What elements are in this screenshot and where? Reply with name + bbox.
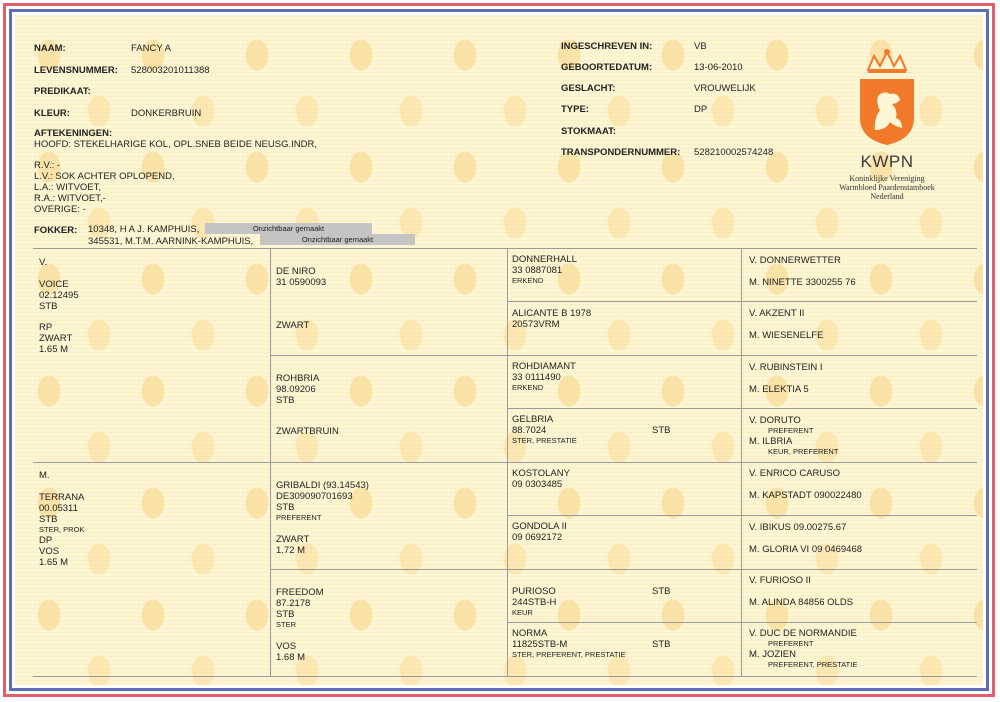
grid-line <box>507 408 977 409</box>
dam-predicate: STER, PROK <box>39 525 85 534</box>
sd-color: ZWARTBRUIN <box>276 426 339 437</box>
aftekening-overige: OVERIGE: - <box>34 204 86 215</box>
g4-sire: V. AKZENT II <box>749 308 805 319</box>
g3-predicate: KEUR <box>512 608 533 617</box>
dd-predicate: STER <box>276 620 297 629</box>
dam-tag: M. <box>39 470 50 481</box>
kwpn-title: KWPN <box>860 152 914 171</box>
sire-color: ZWART <box>39 333 73 344</box>
ingeschreven-label: INGESCHREVEN IN: <box>561 41 653 52</box>
g4-sire: V. FURIOSO II <box>749 575 811 586</box>
dd-book: STB <box>276 609 295 620</box>
g4-dam-predicate: KEUR, PREFERENT <box>768 447 839 456</box>
g3-book: STB <box>652 425 671 436</box>
g3-predicate: STER, PREFERENT, PRESTATIE <box>512 650 626 659</box>
kwpn-subtitle-3: Nederland <box>870 192 904 201</box>
g3-predicate: ERKEND <box>512 276 544 285</box>
ds-color: ZWART <box>276 534 310 545</box>
g3-name: KOSTOLANY <box>512 468 570 479</box>
ds-book: STB <box>276 502 295 513</box>
fokker-label: FOKKER: <box>34 225 78 236</box>
sd-number: 98.09206 <box>276 384 316 395</box>
aftekening-lv: L.V.: SOK ACHTER OPLOPEND, <box>34 171 175 182</box>
fokker-1: 10348, H A J. KAMPHUIS, <box>88 224 200 235</box>
grid-line <box>33 248 977 249</box>
kleur-label: KLEUR: <box>34 108 70 119</box>
g4-dam: M. WIESENELFE <box>749 330 824 341</box>
kwpn-subtitle-1: Koninklijke Vereniging <box>849 174 925 183</box>
ds-name: GRIBALDI (93.14543) <box>276 480 369 491</box>
g4-dam-predicate: PREFERENT, PRESTATIE <box>768 660 858 669</box>
ds-predicate: PREFERENT <box>276 513 322 522</box>
aftekeningen-label: AFTEKENINGEN: <box>34 128 113 139</box>
g3-name: GELBRIA <box>512 414 554 425</box>
g3-number: 88.7024 <box>512 425 547 436</box>
geslacht-label: GESLACHT: <box>561 83 616 94</box>
g4-sire: V. ENRICO CARUSO <box>749 468 840 479</box>
grid-line <box>507 515 977 516</box>
dd-number: 87.2178 <box>276 598 311 609</box>
g3-number: 33 0111490 <box>512 372 561 383</box>
grid-line <box>507 301 977 302</box>
g3-name: DONNERHALL <box>512 254 577 265</box>
levensnummer-label: LEVENSNUMMER: <box>34 65 118 76</box>
dd-name: FREEDOM <box>276 587 324 598</box>
dam-number: 00.05311 <box>39 503 78 514</box>
hidden-field-2: Onzichtbaar gemaakt <box>260 234 415 245</box>
aftekening-hoofd: HOOFD: STEKELHARIGE KOL, OPL.SNEB BEIDE NEUSG.INDR, <box>34 139 317 150</box>
ss-name: DE NIRO <box>276 266 316 277</box>
type-value: DP <box>694 104 708 115</box>
g3-book: STB <box>652 639 671 650</box>
aftekening-rv: R.V.: - <box>34 160 61 171</box>
aftekening-la: L.A.: WITVOET, <box>34 182 102 193</box>
grid-line <box>507 622 977 623</box>
geboortedatum-label: GEBOORTEDATUM: <box>561 62 653 73</box>
g3-name: ALICANTE B 1978 <box>512 308 592 319</box>
dam-name: TERRANA <box>39 492 85 503</box>
g3-book: STB <box>652 586 671 597</box>
sire-number: 02.12495 <box>39 290 79 301</box>
naam-label: NAAM: <box>34 43 66 54</box>
g4-sire: V. DUC DE NORMANDIE <box>749 628 857 639</box>
g3-predicate: STER, PRESTATIE <box>512 436 577 445</box>
g3-number: 09 0692172 <box>512 532 563 543</box>
dam-height: 1.65 M <box>39 557 69 568</box>
g4-dam: M. ILBRIA <box>749 436 793 447</box>
grid-line <box>270 355 977 356</box>
g4-sire-predicate: PREFERENT <box>768 639 814 648</box>
g3-number: 244STB-H <box>512 597 557 608</box>
g4-sire-predicate: PREFERENT <box>768 426 814 435</box>
aftekening-ra: R.A.: WITVOET,- <box>34 193 106 204</box>
g4-dam: M. JOZIEN <box>749 649 796 660</box>
ss-color: ZWART <box>276 320 310 331</box>
sire-name: VOICE <box>39 279 69 290</box>
g4-sire: V. DONNERWETTER <box>749 255 841 266</box>
sire-tag: V. <box>39 257 48 268</box>
stokmaat-label: STOKMAAT: <box>561 126 617 137</box>
dd-color: VOS <box>276 641 297 652</box>
g3-number: 33 0887081 <box>512 265 563 276</box>
sire-type: RP <box>39 322 53 333</box>
ds-height: 1.72 M <box>276 545 306 556</box>
g4-dam: M. ALINDA 84856 OLDS <box>749 597 854 608</box>
dam-type: DP <box>39 535 53 546</box>
sire-book: STB <box>39 301 58 312</box>
grid-line <box>33 676 977 677</box>
g3-number: 20573VRM <box>512 319 560 330</box>
g4-sire: V. DORUTO <box>749 415 801 426</box>
naam-value: FANCY A <box>131 43 171 54</box>
g4-dam: M. NINETTE 3300255 76 <box>749 277 856 288</box>
predikaat-label: PREDIKAAT: <box>34 86 91 97</box>
geslacht-value: VROUWELIJK <box>694 83 756 94</box>
g3-predicate: ERKEND <box>512 383 544 392</box>
sd-name: ROHBRIA <box>276 373 320 384</box>
g3-number: 11825STB-M <box>512 639 568 650</box>
type-label: TYPE: <box>561 104 589 115</box>
g3-name: NORMA <box>512 628 548 639</box>
dd-height: 1.68 M <box>276 652 306 663</box>
g4-dam: M. KAPSTADT 090022480 <box>749 490 862 501</box>
g3-name: PURIOSO <box>512 586 556 597</box>
dam-color: VOS <box>39 546 60 557</box>
transponder-label: TRANSPONDERNUMMER: <box>561 147 681 158</box>
dam-book: STB <box>39 514 58 525</box>
ss-number: 31 0590093 <box>276 277 327 288</box>
ingeschreven-value: VB <box>694 41 707 52</box>
transponder-value: 528210002574248 <box>694 147 774 158</box>
g4-dam: M. ELEKTIA 5 <box>749 384 809 395</box>
hidden-field-1: Onzichtbaar gemaakt <box>205 223 372 234</box>
sire-height: 1.65 M <box>39 344 69 355</box>
geboortedatum-value: 13-06-2010 <box>694 62 743 73</box>
grid-line <box>33 462 977 463</box>
g3-number: 09 0303485 <box>512 479 563 490</box>
sd-book: STB <box>276 395 295 406</box>
grid-line <box>270 569 977 570</box>
kwpn-subtitle-2: Warmbloed Paardenstamboek <box>839 183 935 192</box>
g4-sire: V. RUBINSTEIN I <box>749 362 823 373</box>
levensnummer-value: 528003201011388 <box>131 65 210 76</box>
g3-name: ROHDIAMANT <box>512 361 576 372</box>
g4-sire: V. IBIKUS 09.00275.67 <box>749 522 847 533</box>
g3-name: GONDOLA II <box>512 521 567 532</box>
fokker-2: 345531, M.T.M. AARNINK-KAMPHUIS, <box>88 236 254 247</box>
ds-number: DE309090701693 <box>276 491 353 502</box>
g4-dam: M. GLORIA VI 09 0469468 <box>749 544 863 555</box>
kleur-value: DONKERBRUIN <box>131 108 202 119</box>
